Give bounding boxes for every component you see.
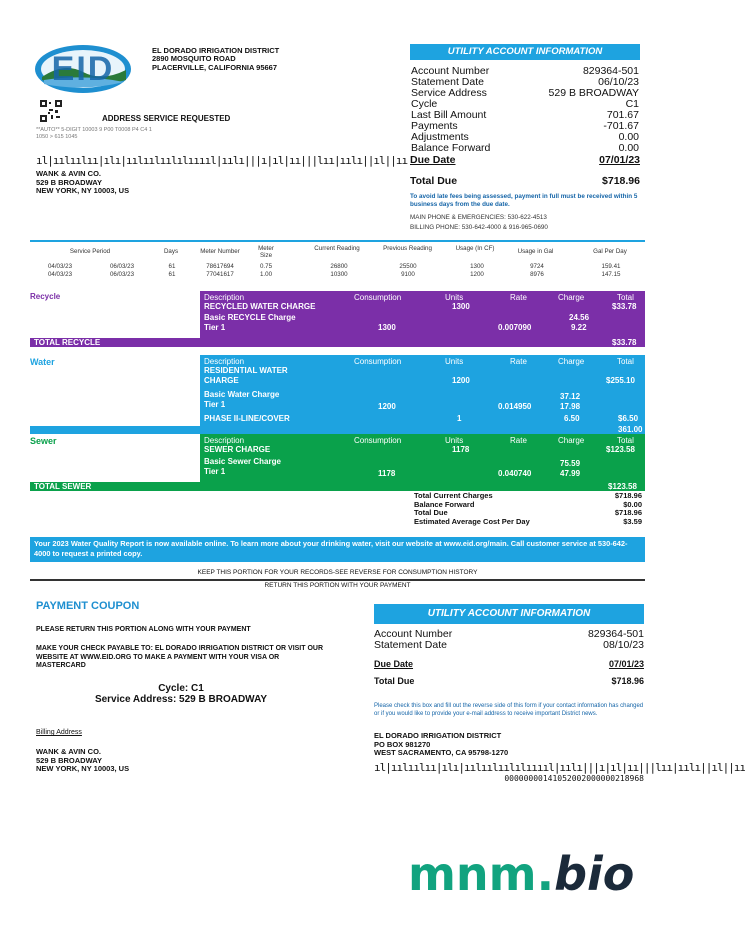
service-cell: 61 <box>168 263 176 270</box>
uai-row-label: Last Bill Amount <box>411 109 487 121</box>
water-line2-cons: 1200 <box>378 402 396 411</box>
coupon-billing-label: Billing Address <box>36 729 82 736</box>
uai-rows <box>410 66 640 154</box>
coupon-street: 529 B BROADWAY <box>36 755 102 765</box>
water-h-total: Total <box>617 357 634 366</box>
uai-row-value: 06/10/23 <box>598 76 639 88</box>
service-cell: 10300 <box>330 270 348 278</box>
customer-address <box>36 170 129 196</box>
col-meter-size: Meter Size <box>258 245 274 259</box>
recycle-total: $33.78 <box>612 302 637 311</box>
company-address1: 2890 MOSQUITO ROAD <box>152 54 236 64</box>
totals-block <box>414 492 642 526</box>
service-cell: 78617694 <box>206 263 234 270</box>
uai-phones <box>410 213 640 233</box>
uai-phone-billing: BILLING PHONE: 530-642-4000 & 916-965-0690 <box>410 224 548 231</box>
water-label: Water <box>30 357 55 367</box>
uai-row <box>411 143 639 154</box>
recycle-h-total: Total <box>617 293 634 302</box>
uai-row-label: Payments <box>411 120 458 132</box>
coupon-instr2: MAKE YOUR CHECK PAYABLE TO: EL DORADO IRRIGATION DISTRICT OR VISIT OUR WEBSITE AT WWW.EID.ORG TO MAKE A PAYMENT WITH YOUR VISA OR MASTERCARD <box>36 645 324 669</box>
water-line2-desc: Tier 1 <box>204 400 226 409</box>
customer-street: 529 B BROADWAY <box>36 177 102 187</box>
remit-address <box>374 732 644 758</box>
col-meter-number: Meter Number <box>200 248 240 255</box>
water-h-charge: Charge <box>558 357 585 366</box>
divider-line <box>30 240 645 242</box>
water-line2-rate: 0.014950 <box>498 402 532 411</box>
uai2-account-label: Account Number <box>374 628 453 640</box>
col-gal-per-day: Gal Per Day <box>593 248 627 255</box>
col-usage-cf: Usage (In CF) <box>455 245 495 252</box>
coupon-billing-address <box>36 748 129 774</box>
water-h-rate: Rate <box>510 357 527 366</box>
remit-po: PO BOX 981270 <box>374 739 431 749</box>
customer-city: NEW YORK, NY 10003, US <box>36 186 130 195</box>
service-cell: 147.15 <box>601 270 621 278</box>
total-label: Total Current Charges <box>414 491 493 500</box>
water-units: 1200 <box>452 376 470 385</box>
water-line1-desc: Basic Water Charge <box>204 390 280 399</box>
uai2-account-value: 829364-501 <box>587 628 644 640</box>
uai2-due-label: Due Date <box>374 659 414 669</box>
service-cell: 9724 <box>530 263 544 270</box>
recycle-line1-desc: Basic RECYCLE Charge <box>204 313 296 322</box>
col-days: Days <box>163 248 179 255</box>
watermark <box>408 848 634 900</box>
uai-row-label: Statement Date <box>411 76 484 88</box>
recycle-line2-desc: Tier 1 <box>204 323 226 332</box>
sewer-line1-charge: 75.59 <box>560 459 581 468</box>
total-value: $3.59 <box>623 516 642 526</box>
scanline: 00000000141052002000000218968 <box>504 773 644 783</box>
uai2-total-row <box>374 676 644 687</box>
notice-bar <box>30 537 645 562</box>
coupon-service <box>36 683 326 705</box>
total-row <box>414 518 642 527</box>
water-subtotal: 361.00 <box>618 425 643 434</box>
service-cell: 04/03/23 <box>47 270 73 278</box>
uai-title: UTILITY ACCOUNT INFORMATION <box>410 44 640 60</box>
remit-city: WEST SACRAMENTO, CA 95798-1270 <box>374 748 509 758</box>
sewer-line2-rate: 0.040740 <box>498 469 532 478</box>
recycle-total-label: TOTAL RECYCLE <box>34 338 101 347</box>
recycle-h-cons: Consumption <box>354 293 402 302</box>
uai-row-value: -701.67 <box>603 120 639 132</box>
sewer-total: $123.58 <box>606 445 635 454</box>
uai-row-label: Service Address <box>411 87 487 99</box>
coupon-city: NEW YORK, NY 10003, US <box>36 764 130 773</box>
col-previous-reading: Previous Reading <box>383 245 432 252</box>
coupon-cycle: Cycle: C1 <box>158 683 204 694</box>
recycle-units: 1300 <box>452 302 470 311</box>
service-cell: 06/03/23 <box>109 263 135 270</box>
uai-row-value: 701.67 <box>606 109 639 121</box>
water-title2: CHARGE <box>204 376 239 385</box>
address-service: ADDRESS SERVICE REQUESTED <box>102 114 231 123</box>
postal-barcode: ıl|ıılıılıı|ılı|ıılıılıılılııııl|ıılı|||ı|ıl|ıı|||lıı|ıılı||ıl||ıı <box>36 154 408 167</box>
coupon-title: PAYMENT COUPON <box>36 600 140 612</box>
total-value: $718.96 <box>614 508 642 518</box>
recycle-h-charge: Charge <box>558 293 585 302</box>
uai-total-label: Total Due <box>410 175 458 187</box>
service-cell: 9100 <box>401 270 415 278</box>
service-cell: 0.75 <box>259 263 273 270</box>
recycle-total-value: $33.78 <box>612 338 637 347</box>
sewer-label: Sewer <box>30 436 57 446</box>
service-table <box>30 245 645 287</box>
utility-account-panel <box>410 44 640 233</box>
service-cell: 1.00 <box>259 270 273 278</box>
total-label: Balance Forward <box>414 499 475 509</box>
coupon-instr1: PLEASE RETURN THIS PORTION ALONG WITH YOUR PAYMENT <box>36 626 251 633</box>
water-h-cons: Consumption <box>354 357 402 366</box>
uai2-check-note: Please check this box and fill out the reverse side of this form if your contact information has changed or if you would like to provide your e-mail address to receive important District news. <box>374 703 644 717</box>
uai-row-value: 0.00 <box>618 131 639 143</box>
sewer-total-bar <box>30 482 645 491</box>
water-phase-units: 1 <box>457 414 462 423</box>
uai-row-label: Account Number <box>411 65 490 77</box>
uai2-statement-value: 08/10/23 <box>603 639 644 651</box>
sewer-line2-cons: 1178 <box>378 469 396 478</box>
sewer-total-label: TOTAL SEWER <box>34 482 92 491</box>
sewer-block <box>200 434 645 484</box>
water-h-units: Units <box>445 357 464 366</box>
uai-row <box>411 88 639 99</box>
service-cell: 25500 <box>399 263 417 270</box>
recycle-h-desc: Description <box>204 293 245 302</box>
recycle-block <box>200 291 645 338</box>
sewer-line2-charge: 47.99 <box>560 469 581 478</box>
service-cell: 77041617 <box>206 270 234 278</box>
uai-late-note: To avoid late fees being assessed, payment in full must be received within 5 business days from the due date. <box>410 193 638 208</box>
uai-total-value: $718.96 <box>602 175 640 187</box>
uai-phone-main: MAIN PHONE & EMERGENCIES: 530-622-4513 <box>410 214 547 221</box>
sewer-total-value: $123.58 <box>608 482 637 491</box>
sewer-line2-desc: Tier 1 <box>204 467 226 476</box>
uai2-statement-label: Statement Date <box>374 639 447 651</box>
recycle-line2-charge: 9.22 <box>571 323 587 332</box>
col-usage-gal: Usage in Gal <box>517 248 554 255</box>
sewer-h-cons: Consumption <box>354 436 402 445</box>
coupon-name: WANK & AVIN CO. <box>36 747 101 756</box>
water-title1: RESIDENTIAL WATER <box>204 366 288 375</box>
total-value: $0.00 <box>623 499 642 509</box>
uai2-title: UTILITY ACCOUNT INFORMATION <box>374 604 644 624</box>
coupon-service-address: Service Address: 529 B BROADWAY <box>94 694 268 705</box>
water-total-bar <box>30 426 645 434</box>
uai-row-label: Cycle <box>411 98 438 110</box>
water-phase-desc: PHASE II-LINE/COVER <box>204 414 290 423</box>
water-block <box>200 355 645 428</box>
recycle-line2-cons: 1300 <box>378 323 396 332</box>
watermark-part1: mnm. <box>408 847 555 901</box>
keep-line: KEEP THIS PORTION FOR YOUR RECORDS-SEE REVERSE FOR CONSUMPTION HISTORY <box>197 569 478 576</box>
company-name: EL DORADO IRRIGATION DISTRICT <box>152 46 280 55</box>
service-cell: 8976 <box>530 270 544 278</box>
service-cell: 159.41 <box>601 263 621 270</box>
recycle-line2-rate: 0.007090 <box>498 323 532 332</box>
sewer-title: SEWER CHARGE <box>204 445 271 454</box>
total-row <box>414 501 642 510</box>
return-line: RETURN THIS PORTION WITH YOUR PAYMENT <box>264 582 411 589</box>
sewer-h-total: Total <box>617 436 634 445</box>
col-current-reading: Current Reading <box>314 245 360 252</box>
qr-code <box>40 100 62 122</box>
uai-row-value: 829364-501 <box>582 65 639 77</box>
customer-name: WANK & AVIN CO. <box>36 169 101 178</box>
tear-line <box>30 579 645 581</box>
water-phase-charge: 6.50 <box>564 414 580 423</box>
water-total: $255.10 <box>606 376 635 385</box>
watermark-part2: bio <box>554 847 635 901</box>
uai-row-label: Adjustments <box>411 131 469 143</box>
company-address <box>152 47 279 72</box>
uai-due-row <box>410 155 640 166</box>
water-line2-charge: 17.98 <box>560 402 581 411</box>
recycle-h-units: Units <box>445 293 464 302</box>
service-cell: 1200 <box>470 270 484 278</box>
total-value: $718.96 <box>614 491 642 500</box>
service-cell: 04/03/23 <box>47 263 73 270</box>
total-label: Estimated Average Cost Per Day <box>414 516 530 526</box>
sewer-line1-desc: Basic Sewer Charge <box>204 457 281 466</box>
mail-code-2: 1050 > 615 1045 <box>36 134 78 140</box>
recycle-line1-charge: 24.56 <box>569 313 590 322</box>
sewer-h-units: Units <box>445 436 464 445</box>
mail-code-1: **AUTO** 5-DIGIT 10003 9 P00 T0008 P4 C4 1 <box>36 127 152 133</box>
uai-due-value: 07/01/23 <box>599 154 640 166</box>
uai2-total-label: Total Due <box>374 676 415 686</box>
service-cell: 1300 <box>470 263 484 270</box>
water-line1-charge: 37.12 <box>560 392 581 401</box>
col-service-period: Service Period <box>69 248 111 255</box>
sewer-h-charge: Charge <box>558 436 585 445</box>
service-cell: 26800 <box>330 263 348 270</box>
uai2-due-row <box>374 659 644 670</box>
recycle-label: Recycle <box>30 292 61 301</box>
uai-row-value: 0.00 <box>618 142 639 154</box>
eid-logo <box>34 44 132 94</box>
total-label: Total Due <box>414 508 448 518</box>
sewer-h-rate: Rate <box>510 436 527 445</box>
utility-account-panel-coupon <box>374 604 745 783</box>
uai-row-label: Balance Forward <box>411 142 491 154</box>
sewer-h-desc: Description <box>204 436 245 445</box>
recycle-title: RECYCLED WATER CHARGE <box>204 302 316 311</box>
water-h-desc: Description <box>204 357 245 366</box>
recycle-total-bar <box>30 338 645 347</box>
sewer-units: 1178 <box>452 445 470 454</box>
remit-name: EL DORADO IRRIGATION DISTRICT <box>374 731 502 741</box>
service-cell: 61 <box>168 270 176 278</box>
uai-total-row <box>410 176 640 187</box>
logo-text: EID <box>51 50 115 88</box>
uai2-total-value: $718.96 <box>611 676 644 686</box>
uai2-statement-row <box>374 640 644 651</box>
uai-row-value: C1 <box>625 98 639 110</box>
uai2-due-value: 07/01/23 <box>608 659 644 669</box>
recycle-h-rate: Rate <box>510 293 527 302</box>
remit-barcode: ıl|ıılıılıı|ılı|ıılıılıılılııııl|ıılı|||ı|ıl|ıı|||lıı|ıılı||ıl||ıı <box>374 760 745 774</box>
uai-due-label: Due Date <box>410 154 456 166</box>
service-cell: 06/03/23 <box>109 270 135 278</box>
uai-row-value: 529 B BROADWAY <box>548 87 639 99</box>
company-address2: PLACERVILLE, CALIFORNIA 95667 <box>152 62 278 72</box>
notice-text: Your 2023 Water Quality Report is now available online. To learn more about your drinking water, visit our website at www.eid.org/main. Call customer service at 530-642-4000 to request a printed copy. <box>34 539 628 558</box>
water-phase-total: $6.50 <box>618 414 639 423</box>
